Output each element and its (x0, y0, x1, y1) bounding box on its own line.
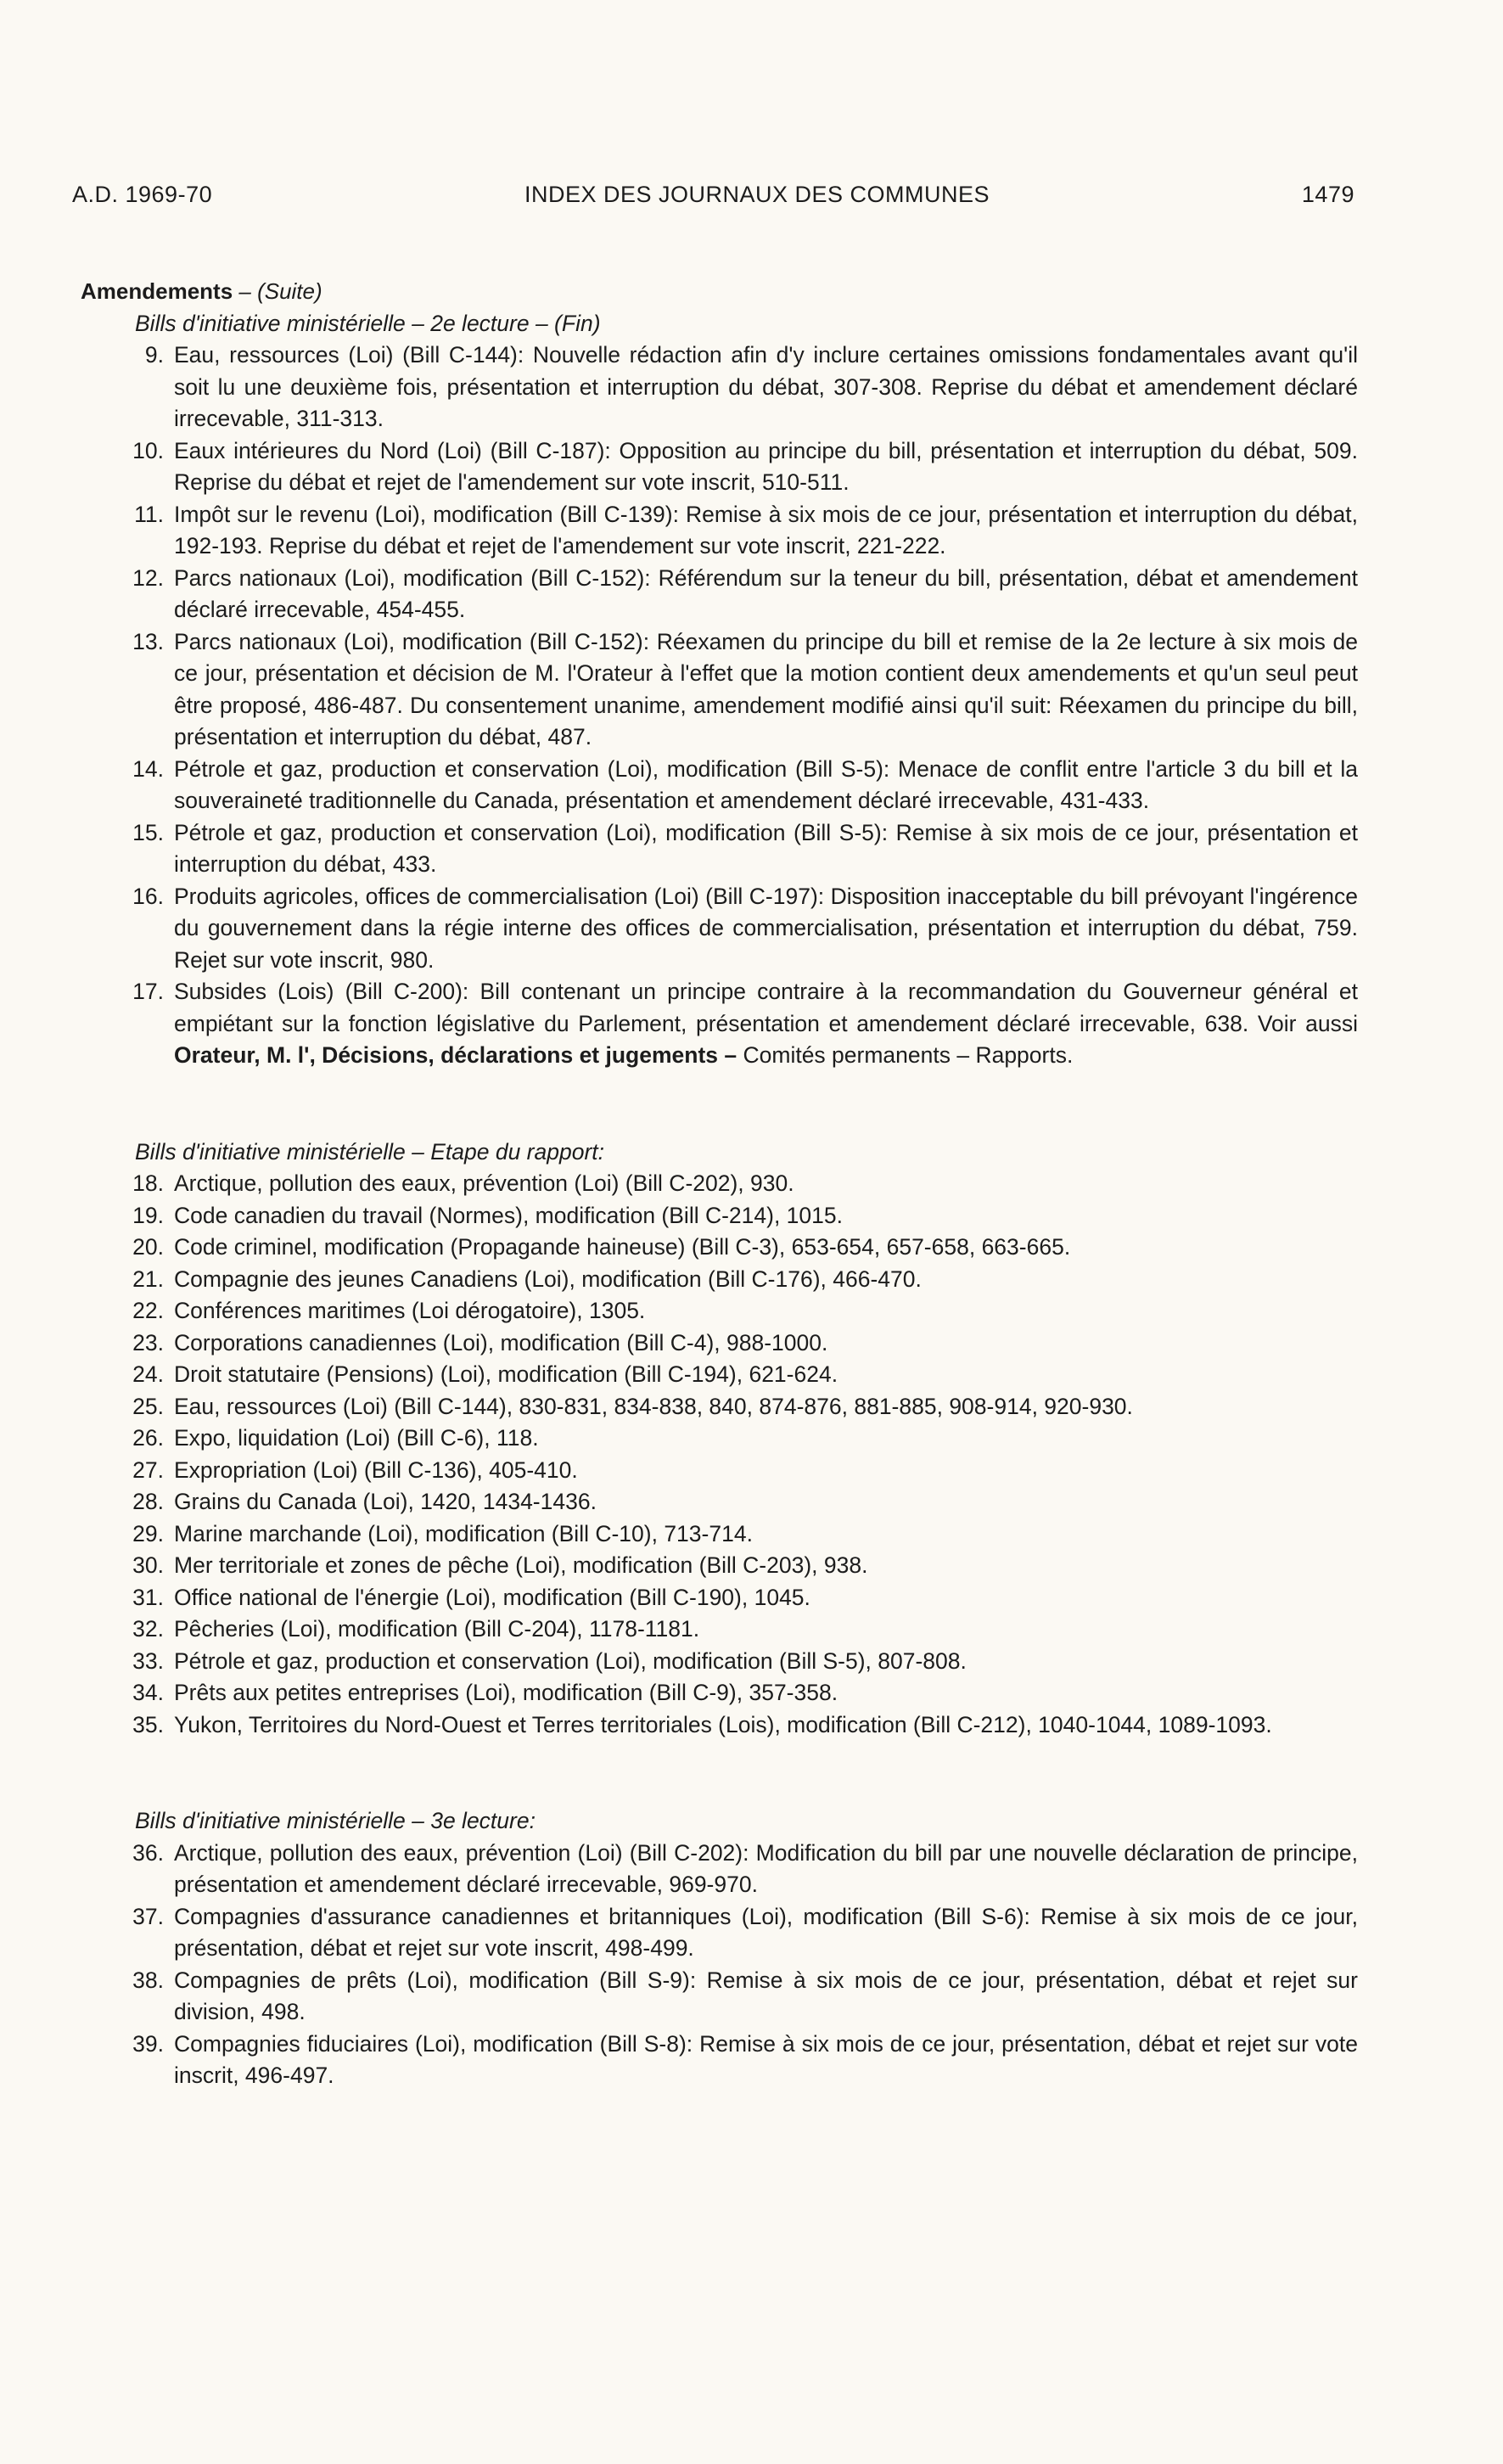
entry-text: Expo, liquidation (Loi) (Bill C-6), 118. (174, 1425, 539, 1451)
entry-text: Arctique, pollution des eaux, prévention (Loi) (Bill C-202), 930. (174, 1170, 794, 1196)
index-entry (81, 1200, 1358, 1232)
entry-number: 34. (132, 1680, 164, 1705)
entry-number: 23. (132, 1329, 164, 1355)
page-number: 1479 (1301, 182, 1354, 207)
entry-text: Eau, ressources (Loi) (Bill C-144): Nouvelle rédaction afin d'y inclure certaines omissions fondamentales avant qu'il soit lu une deuxième fois, présentation et interruption du débat, 307-308. Reprise du débat et amendement déclaré irrecevable, 311-313. (174, 342, 1358, 431)
entry-text: Eau, ressources (Loi) (Bill C-144), 830-831, 834-838, 840, 874-876, 881-885, 908-914, 920-930. (174, 1393, 1133, 1419)
index-entry (81, 435, 1358, 499)
index-heading (81, 276, 1358, 308)
entry-text: Subsides (Lois) (Bill C-200): Bill contenant un principe contraire à la recommandation du Gouverneur général et empiétant sur la fonction législative du Parlement, présentation et amendement déclaré irrecevable, 638. Voir aussi (174, 979, 1358, 1036)
entry-number: 18. (132, 1170, 164, 1196)
entry-text-block (174, 1550, 1358, 1582)
entry-number: 20. (132, 1234, 164, 1260)
entry-text: Mer territoriale et zones de pêche (Loi), modification (Bill C-203), 938. (174, 1552, 868, 1578)
index-entry (81, 1677, 1358, 1709)
index-entry (81, 1264, 1358, 1296)
entry-text-block (174, 2029, 1358, 2092)
entry-text-block (174, 1423, 1358, 1455)
entry-cross-reference: Orateur, M. l', Décisions, déclarations et jugements – (174, 1042, 737, 1068)
index-entry (81, 1423, 1358, 1455)
entry-number: 15. (132, 819, 164, 845)
index-content (81, 276, 1358, 2092)
entry-text: Conférences maritimes (Loi dérogatoire), 1305. (174, 1298, 646, 1323)
entry-text: Pétrole et gaz, production et conservation (Loi), modification (Bill S-5): Menace de conflit entre l'article 3 du bill et la souveraineté traditionnelle du Canada, présentation et amendement déclaré irrecevable, 431-433. (174, 755, 1358, 813)
entry-text-block (174, 1838, 1358, 1901)
index-entry (81, 1709, 1358, 1742)
entry-text-block (174, 1455, 1358, 1487)
index-section (81, 1805, 1358, 2092)
entry-text-block (174, 1518, 1358, 1551)
entry-text: Yukon, Territoires du Nord-Ouest et Terres territoriales (Lois), modification (Bill C-212), 1040-1044, 1089-1093. (174, 1711, 1272, 1737)
index-entry (81, 499, 1358, 563)
entry-number: 33. (132, 1647, 164, 1674)
index-entry (81, 1518, 1358, 1551)
entry-text-block (174, 435, 1358, 499)
entry-text-block (174, 817, 1358, 881)
index-section (81, 308, 1358, 1072)
section-title: Bills d'initiative ministérielle – 2e lecture – (Fin) (135, 310, 601, 336)
entry-number: 13. (132, 628, 164, 654)
index-entry (81, 976, 1358, 1072)
entry-text-block (174, 1965, 1358, 2029)
entry-text-block (174, 1264, 1358, 1296)
heading-main: Amendements (81, 278, 233, 304)
entry-number: 21. (132, 1266, 164, 1292)
index-entry (81, 1550, 1358, 1582)
entry-text: Marine marchande (Loi), modification (Bill C-10), 713-714. (174, 1520, 753, 1546)
entry-text-block (174, 1614, 1358, 1646)
entry-number: 16. (132, 883, 164, 909)
entry-text-tail: Comités permanents – Rapports. (737, 1042, 1074, 1068)
entry-number: 19. (132, 1202, 164, 1228)
index-entry (81, 1391, 1358, 1423)
entry-text: Compagnies de prêts (Loi), modification (Bill S-9): Remise à six mois de ce jour, présentation, débat et rejet sur division, 498. (174, 1967, 1358, 2024)
entry-text-block (174, 1327, 1358, 1360)
entry-number: 29. (132, 1520, 164, 1546)
entry-text: Grains du Canada (Loi), 1420, 1434-1436. (174, 1489, 597, 1514)
entry-text-block (174, 1486, 1358, 1518)
entry-text: Corporations canadiennes (Loi), modification (Bill C-4), 988-1000. (174, 1329, 828, 1355)
entry-text-block (174, 754, 1358, 817)
index-entry (81, 1232, 1358, 1264)
entry-text: Compagnies fiduciaires (Loi), modification (Bill S-8): Remise à six mois de ce jour, présentation, débat et rejet sur vote inscrit, 496-497. (174, 2030, 1358, 2088)
entry-text-block (174, 626, 1358, 754)
index-entry (81, 563, 1358, 626)
index-entry (81, 1838, 1358, 1901)
entry-text-block (174, 563, 1358, 626)
entry-number: 14. (132, 755, 164, 782)
entry-number: 30. (132, 1552, 164, 1578)
running-header (72, 182, 1354, 208)
entry-text: Compagnies d'assurance canadiennes et britanniques (Loi), modification (Bill S-6): Remise à six mois de ce jour, présentation, débat et rejet sur vote inscrit, 498-499. (174, 1903, 1358, 1961)
entry-text: Compagnie des jeunes Canadiens (Loi), modification (Bill C-176), 466-470. (174, 1266, 922, 1292)
entry-text: Impôt sur le revenu (Loi), modification (Bill C-139): Remise à six mois de ce jour, présentation et interruption du débat, 192-193. Reprise du débat et rejet de l'amendement sur vote inscrit, 221-222. (174, 501, 1358, 558)
header-year: A.D. 1969-70 (72, 182, 213, 207)
index-entry (81, 1168, 1358, 1200)
entry-number: 38. (132, 1967, 164, 1993)
entry-text: Pétrole et gaz, production et conservation (Loi), modification (Bill S-5), 807-808. (174, 1647, 967, 1674)
index-entry (81, 1614, 1358, 1646)
index-entry (81, 1901, 1358, 1965)
index-entry (81, 1295, 1358, 1327)
section-gap (81, 1741, 1358, 1805)
section-title: Bills d'initiative ministérielle – 3e lecture: (135, 1808, 536, 1833)
entry-text-block (174, 1232, 1358, 1264)
entry-text-block (174, 499, 1358, 563)
entry-number: 17. (132, 979, 164, 1004)
entry-number: 12. (132, 564, 164, 591)
entry-number: 27. (132, 1457, 164, 1483)
entry-text-block (174, 976, 1358, 1072)
entry-text-block (174, 1295, 1358, 1327)
entry-text: Pétrole et gaz, production et conservation (Loi), modification (Bill S-5): Remise à six mois de ce jour, présentation et interruption du débat, 433. (174, 819, 1358, 877)
entry-text-block (174, 1391, 1358, 1423)
heading-suite: – (Suite) (233, 278, 322, 304)
section-gap (81, 1072, 1358, 1137)
entry-text: Parcs nationaux (Loi), modification (Bill C-152): Réexamen du principe du bill et remise de la 2e lecture à six mois de ce jour, présentation et décision de M. l'Orateur à l'effet que la motion contient deux amendements et qu'un seul peut être proposé, 486-487. Du consentement unanime, amendement modifié ainsi qu'il suit: Réexamen du principe du bill, présentation et interruption du débat, 487. (174, 628, 1358, 749)
index-entry (81, 817, 1358, 881)
entry-number: 35. (132, 1711, 164, 1737)
entry-text: Arctique, pollution des eaux, prévention (Loi) (Bill C-202): Modification du bill par une nouvelle déclaration de principe, présentation et amendement déclaré irrecevable, 969-970. (174, 1839, 1358, 1897)
index-entry (81, 1486, 1358, 1518)
entry-number: 39. (132, 2030, 164, 2057)
entry-text: Code canadien du travail (Normes), modification (Bill C-214), 1015. (174, 1202, 843, 1228)
entry-text-block (174, 1582, 1358, 1614)
index-entry (81, 1646, 1358, 1678)
entry-text: Expropriation (Loi) (Bill C-136), 405-410. (174, 1457, 578, 1483)
entry-text-block (174, 1168, 1358, 1200)
entry-number: 31. (132, 1584, 164, 1610)
index-entry (81, 1455, 1358, 1487)
entry-text: Droit statutaire (Pensions) (Loi), modification (Bill C-194), 621-624. (174, 1361, 838, 1387)
entry-text: Produits agricoles, offices de commercialisation (Loi) (Bill C-197): Disposition inacceptable du bill prévoyant l'ingérence du gouvernement dans la régie interne des offices de commercialisation, présentation et interruption du débat, 759. Rejet sur vote inscrit, 980. (174, 883, 1358, 973)
entry-text-block (174, 1901, 1358, 1965)
entry-text: Parcs nationaux (Loi), modification (Bill C-152): Référendum sur la teneur du bill, présentation, débat et amendement déclaré irrecevable, 454-455. (174, 564, 1358, 622)
entry-text: Office national de l'énergie (Loi), modification (Bill C-190), 1045. (174, 1584, 810, 1610)
index-entry (81, 754, 1358, 817)
entry-text-block (174, 1646, 1358, 1678)
entry-number: 22. (132, 1298, 164, 1323)
entry-number: 11. (134, 501, 164, 527)
sections-container (81, 308, 1358, 2092)
header-title: INDEX DES JOURNAUX DES COMMUNES (524, 182, 990, 207)
index-entry (81, 1965, 1358, 2029)
index-section (81, 1137, 1358, 1742)
section-title: Bills d'initiative ministérielle – Etape du rapport: (135, 1138, 604, 1165)
entry-number: 9. (144, 342, 164, 368)
entry-number: 26. (132, 1425, 164, 1451)
index-entry (81, 1582, 1358, 1614)
index-entry (81, 340, 1358, 435)
index-entry (81, 881, 1358, 977)
entry-text-block (174, 1677, 1358, 1709)
index-entry (81, 626, 1358, 754)
entry-number: 25. (132, 1393, 164, 1419)
entry-text-block (174, 881, 1358, 977)
entry-text-block (174, 340, 1358, 435)
entry-text-block (174, 1200, 1358, 1232)
entry-number: 37. (132, 1903, 164, 1929)
entry-text-block (174, 1709, 1358, 1742)
entry-number: 10. (132, 437, 164, 463)
index-entry (81, 2029, 1358, 2092)
entry-text-block (174, 1359, 1358, 1391)
entry-text: Prêts aux petites entreprises (Loi), modification (Bill C-9), 357-358. (174, 1680, 838, 1705)
entry-number: 32. (132, 1616, 164, 1642)
entry-text: Pêcheries (Loi), modification (Bill C-204), 1178-1181. (174, 1616, 700, 1642)
index-entry (81, 1359, 1358, 1391)
entry-text: Eaux intérieures du Nord (Loi) (Bill C-187): Opposition au principe du bill, présentation et interruption du débat, 509. Reprise du débat et rejet de l'amendement sur vote inscrit, 510-511. (174, 437, 1358, 495)
index-entry (81, 1327, 1358, 1360)
entry-number: 36. (132, 1839, 164, 1866)
entry-number: 24. (132, 1361, 164, 1387)
entry-text: Code criminel, modification (Propagande haineuse) (Bill C-3), 653-654, 657-658, 663-665. (174, 1234, 1071, 1260)
entry-number: 28. (132, 1489, 164, 1514)
